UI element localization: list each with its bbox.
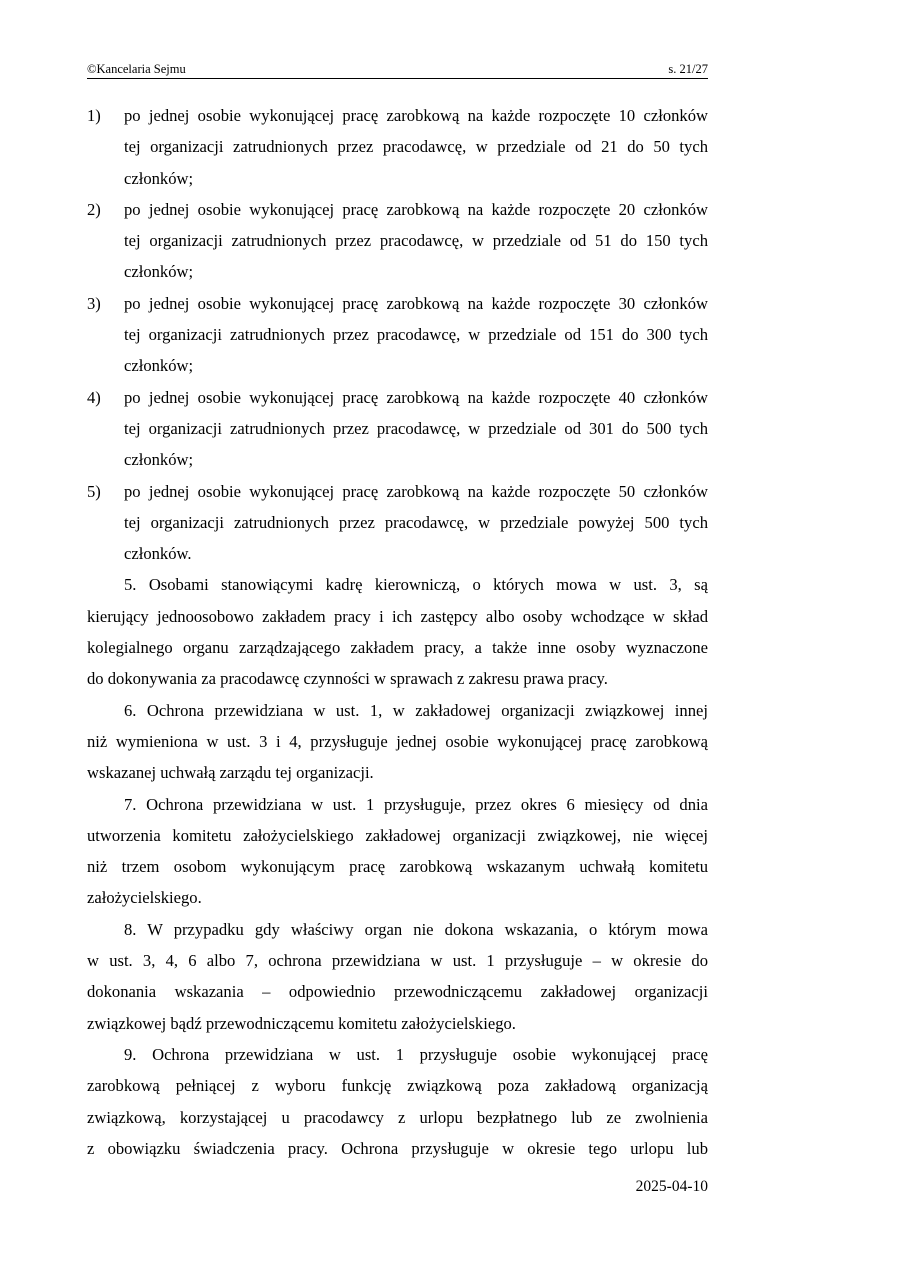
paragraph-ust-6 — [87, 695, 708, 789]
list-line: po jednej osobie wykonującej pracę zarobkową na każde rozpoczęte 40 członków — [124, 387, 708, 407]
list-item — [87, 382, 708, 476]
list-line: tej organizacji zatrudnionych przez pracodawcę, w przedziale od 301 do 500 tych — [124, 418, 708, 438]
paragraph-line: zarobkową pełniącej z wyboru funkcję związkową poza zakładową organizacją — [87, 1076, 708, 1096]
list-line: po jednej osobie wykonującej pracę zarobkową na każde rozpoczęte 20 członków — [124, 199, 708, 219]
list-number: 2) — [87, 199, 101, 219]
list-number: 3) — [87, 293, 101, 313]
paragraph-line: 5. Osobami stanowiącymi kadrę kierowniczą, o których mowa w ust. 3, są — [124, 575, 708, 595]
paragraph-line: 9. Ochrona przewidziana w ust. 1 przysługuje osobie wykonującej pracę — [124, 1044, 708, 1064]
list-line: członków. — [124, 544, 192, 564]
list-line: tej organizacji zatrudnionych przez pracodawcę, w przedziale od 151 do 300 tych — [124, 325, 708, 345]
document-body — [87, 100, 708, 1164]
list-line: członków; — [124, 356, 194, 376]
page-header — [87, 62, 708, 79]
paragraph-line: w ust. 3, 4, 6 albo 7, ochrona przewidziana w ust. 1 przysługuje – w okresie do — [87, 951, 708, 971]
paragraph-ust-7 — [87, 789, 708, 914]
list-line: członków; — [124, 450, 194, 470]
paragraph-ust-5 — [87, 569, 708, 694]
paragraph-line: wskazanej uchwałą zarządu tej organizacji. — [87, 763, 374, 783]
list-line: tej organizacji zatrudnionych przez pracodawcę, w przedziale od 21 do 50 tych — [124, 137, 708, 157]
paragraph-line: 7. Ochrona przewidziana w ust. 1 przysługuje, przez okres 6 miesięcy od dnia — [124, 794, 708, 814]
list-item — [87, 476, 708, 570]
paragraph-line: związkowej bądź przewodniczącemu komitetu założycielskiego. — [87, 1013, 516, 1033]
list-line: po jednej osobie wykonującej pracę zarobkową na każde rozpoczęte 50 członków — [124, 481, 708, 501]
paragraph-line: założycielskiego. — [87, 888, 202, 908]
list-number: 5) — [87, 481, 101, 501]
list-line: po jednej osobie wykonującej pracę zarobkową na każde rozpoczęte 10 członków — [124, 106, 708, 125]
list-item — [87, 100, 708, 194]
list-line: członków; — [124, 168, 194, 188]
header-publisher: ©Kancelaria Sejmu — [87, 62, 186, 76]
footer-date: 2025-04-10 — [635, 1178, 708, 1195]
list-line: tej organizacji zatrudnionych przez pracodawcę, w przedziale powyżej 500 tych — [124, 512, 708, 532]
paragraph-line: 8. W przypadku gdy właściwy organ nie dokona wskazania, o którym mowa — [124, 919, 708, 939]
list-line: członków; — [124, 262, 194, 282]
list-item — [87, 288, 708, 382]
list-line: tej organizacji zatrudnionych przez pracodawcę, w przedziale od 51 do 150 tych — [124, 231, 708, 251]
paragraph-line: niż trzem osobom wykonującym pracę zarobkową wskazanym uchwałą komitetu — [87, 857, 708, 877]
header-page-number: s. 21/27 — [668, 62, 708, 76]
paragraph-line: niż wymieniona w ust. 3 i 4, przysługuje jednej osobie wykonującej pracę zarobkową — [87, 731, 708, 751]
paragraph-line: utworzenia komitetu założycielskiego zakładowej organizacji związkowej, nie więcej — [87, 825, 708, 845]
paragraph-line: 6. Ochrona przewidziana w ust. 1, w zakładowej organizacji związkowej innej — [124, 700, 708, 720]
paragraph-line: kierujący jednoosobowo zakładem pracy i ich zastępcy albo osoby wchodzące w skład — [87, 606, 708, 626]
paragraph-line: do dokonywania za pracodawcę czynności w sprawach z zakresu prawa pracy. — [87, 669, 608, 689]
paragraph-line: związkową, korzystającej u pracodawcy z urlopu bezpłatnego lub ze zwolnienia — [87, 1107, 708, 1127]
paragraph-line: dokonania wskazania – odpowiednio przewodniczącemu zakładowej organizacji — [87, 982, 708, 1002]
paragraph-line: kolegialnego organu zarządzającego zakładem pracy, a także inne osoby wyznaczone — [87, 638, 708, 658]
paragraph-ust-8 — [87, 914, 708, 1039]
paragraph-ust-9 — [87, 1039, 708, 1164]
list-item — [87, 194, 708, 288]
list-number: 1) — [87, 106, 101, 125]
list-line: po jednej osobie wykonującej pracę zarobkową na każde rozpoczęte 30 członków — [124, 293, 708, 313]
paragraph-line: z obowiązku świadczenia pracy. Ochrona przysługuje w okresie tego urlopu lub — [87, 1138, 708, 1158]
list-number: 4) — [87, 387, 101, 407]
